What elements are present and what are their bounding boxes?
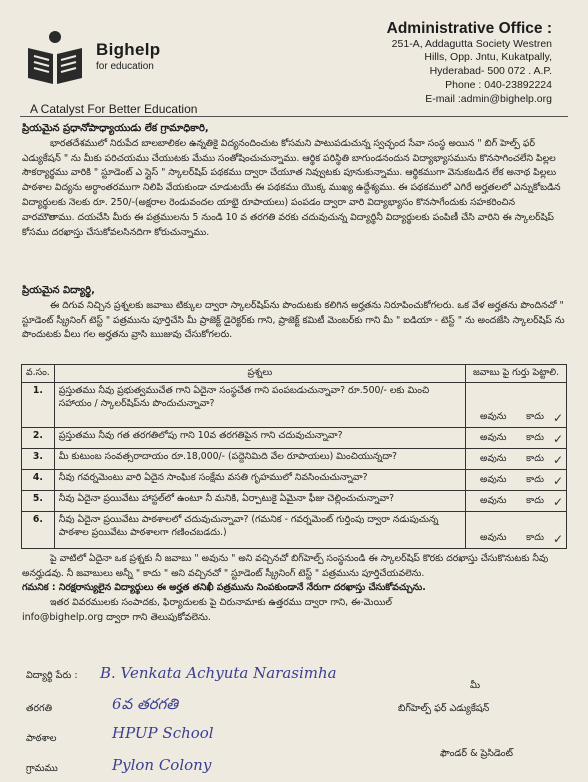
eligibility-table <box>21 364 567 549</box>
school-value[interactable]: HPUP School <box>112 724 214 742</box>
answer-yes[interactable]: అవును <box>480 453 507 464</box>
letter-paragraph-1: భారతదేశములో నిరుపేద బాలబాలికల ఉన్నతికై విద్యనందించుట కోసమని పాటుపడుచున్న స్వచ్ఛంద సేవా సంస్థ అయిన " బిగ్ హెల్ప్ ఫర్ ఎడ్యుకేషన్ " ను మీకు పరిచయము చేయుటకు మేము సంతోషించుచున్నాము. ఆర్థిక పరిస్థితి బాగుండనందున విద్యాభ్యాసమును కొనసాగించలేని పిల్లల సౌకర్యార్థము వారికి " స్టూడెంట్ ఎ స్లైస్ " స్కాలర్‌షిప్ పథకము ద్వారా చేయూత నివ్వుటకు పూనుకున్నాము. ఆర్థికముగా వెనుకబడిన లేక అనాథ పిల్లలు పాఠశాల విద్యను అర్ధాంతరముగా నిలిపి వేయకుండా చూడుటయే ఈ పథకము యొక్క ముఖ్య ఉద్దేశ్యము. ఈ పథకములో ఎగిరే అర్హతలలో ఎన్నుకోబడిన విద్యార్థులకు నెలకు రూ. 250/-(అక్షరాల రెండువందల యాభై రూపాయలు) పంపడం ద్వారా వారి విద్యాభ్యాసం కొనసాగేందుకు సహకరించిన వారమౌతాము. దయచేసి మీరు ఈ పత్రములను 5 నుండి 10 వ తరగతి వరకు చదువుచున్న విద్యార్థినీ విద్యార్థులకు పంపిణీ చేసి వారిని ఈ స్కాలర్‌షిప్ కోసము దరఖాస్తు చేసుకోవలసినదిగా కోరుచున్నాము. <box>22 137 561 238</box>
village-label: గ్రామము <box>26 763 58 774</box>
answer-no[interactable]: కాదు <box>526 474 544 485</box>
sign-mark: మీ <box>470 680 481 691</box>
header-divider <box>20 116 568 117</box>
check-mark-icon: ✓ <box>552 453 563 467</box>
table-row <box>22 491 567 512</box>
table-row <box>22 470 567 491</box>
class-label: తరగతి <box>26 703 52 714</box>
contact-email-line: info@bighelp.org ద్వారా గాని తెలుపుకోవలెను. <box>22 612 211 623</box>
header-questions: ప్రశ్నలు <box>54 365 465 383</box>
answer-cell[interactable] <box>466 512 567 549</box>
note-line: గమనిక : నిరక్షరాస్యులైన విద్యార్థులు ఈ అర్హత తనిఖీ పత్రమును నింపకుండానే నేరుగా దరఖాస్తు చేసుకోవచ్చును. <box>22 582 426 594</box>
office-phone: Phone : 040-23892224 <box>445 78 552 91</box>
answer-yes[interactable]: అవును <box>480 474 507 485</box>
answer-yes[interactable]: అవును <box>480 411 507 422</box>
answer-cell[interactable] <box>466 428 567 449</box>
answer-yes[interactable]: అవును <box>480 532 507 543</box>
check-mark-icon: ✓ <box>552 474 563 488</box>
row-number: 5. <box>22 491 55 512</box>
row-number: 2. <box>22 428 55 449</box>
question-text: నీవు గవర్నమెంటు వారి ఏదైన సాంఘిక సంక్షేమ వసతి గృహములో నివసించుచున్నావా? <box>54 470 465 491</box>
row-number: 3. <box>22 449 55 470</box>
check-mark-icon: ✓ <box>552 532 563 546</box>
table-row <box>22 428 567 449</box>
answer-yes[interactable]: అవును <box>480 495 507 506</box>
answer-no[interactable]: కాదు <box>526 432 544 443</box>
check-mark-icon: ✓ <box>552 432 563 446</box>
office-line: Hyderabad- 500 072 . A.P. <box>429 65 552 78</box>
office-line: 251-A, Addagutta Society Westren <box>391 37 552 50</box>
question-text: నీవు ఏదైనా ప్రయివేటు పాఠశాలలో చదువుచున్నావా? (గమనిక - గవర్నమెంట్ గుర్తింపు ద్వారా నడుపుచున్న పాఠశాల ప్రయివేటు పాఠశాలగా గణించబడదు.) <box>54 512 465 549</box>
office-title: Administrative Office : <box>386 20 552 37</box>
table-row <box>22 512 567 549</box>
question-text: నీవు ఏదైనా ప్రయివేటు హాస్టల్‌లో ఉంటూ నీ మనికి, ఏర్పాటుకై ఏమైనా ఫీజు చెల్లించుచున్నావా? <box>54 491 465 512</box>
header-answer: జవాబు పై గుర్తు పెట్టాలి. <box>466 365 567 383</box>
school-label: పాఠశాల <box>26 733 57 744</box>
office-line: Hills, Opp. Jntu, Kukatpally, <box>424 51 552 64</box>
question-text: ప్రస్తుతము నీవు ప్రభుత్వముచేత గాని ఏదైనా సంస్థచేత గాని పంపబడుచున్నావా? రూ.500/- లకు మించి సహాయం / స్కాలర్‌షిప్‌ను పొందుచున్నావా? <box>54 383 465 428</box>
row-number: 4. <box>22 470 55 491</box>
question-text: ప్రస్తుతము నీవు గత తరగతిలోపు గాని 10వ తరగతిపైన గాని చదువుచున్నావా? <box>54 428 465 449</box>
instructions-paragraph: పై వాటిలో ఏదైనా ఒక ప్రశ్నకు నీ జవాబు " అవును " అని వచ్చినచో బిగ్‌హెల్ప్ సంస్థనుండి ఈ స్కాలర్‌షిప్ కొరకు దరఖాస్తు చేసుకొనుటకు నీవు అనర్హుడవు. నీ జవాబులు అన్నీ " కాదు " అని వచ్చినచో " స్టూడెంట్ స్క్రీనింగ్ టెస్ట్ " పత్రమును పూర్తిచేయవలెను. <box>22 553 549 579</box>
founder-title: ఫౌండర్ & ప్రెసిడెంట్ <box>440 748 513 759</box>
answer-no[interactable]: కాదు <box>526 411 544 422</box>
tagline: A Catalyst For Better Education <box>30 102 198 116</box>
letter-paragraph-2: ఈ దిగువ నిచ్చిన ప్రశ్నలకు జవాబు టిక్కుల ద్వారా స్కాలర్‌షిప్‌ను పొందుటకు కలిగిన అర్హతను నిరూపించుకోగలరు. ఒక వేళ అర్హతను పొందినచో " స్టూడెంట్ స్క్రీనింగ్ టెస్ట్ " పత్రమును పూర్తిచేసి మీ ప్రాజెక్ట్ డైరెక్టర్‌కు గాని, ప్రాజెక్ట్ కమిటీ మెంబర్‌కు గాని మీ " ఐడియా - టెస్ట్ " ను అందజేసి స్కాలర్‌షిప్ ను పొందుటకు వీలు గల అర్హతను వ్రాసి ఋజువు చేసుకోగలరు. <box>22 299 565 341</box>
check-mark-icon: ✓ <box>552 495 563 509</box>
question-text: మీ కుటుంబ సంవత్సరాదాయం రూ.18,000/- (పద్దెనిమిది వేల రూపాయలు) మించియున్నదా? <box>54 449 465 470</box>
name-value[interactable]: B. Venkata Achyuta Narasimha <box>100 664 337 682</box>
table-header <box>22 365 567 383</box>
letter-part-2 <box>22 284 566 343</box>
answer-no[interactable]: కాదు <box>526 495 544 506</box>
answer-cell[interactable] <box>466 449 567 470</box>
table-row <box>22 449 567 470</box>
office-email: E-mail :admin@bighelp.org <box>425 92 552 105</box>
name-label: విద్యార్థి పేరు : <box>26 670 78 681</box>
office-address <box>322 22 552 106</box>
brand-sub: for education <box>96 61 154 72</box>
brand <box>96 40 160 72</box>
letter-part-1 <box>22 122 566 240</box>
answer-cell[interactable] <box>466 470 567 491</box>
organization-name: బిగ్‌హెల్ప్ ఫర్ ఎడ్యుకేషన్ <box>398 703 490 714</box>
answer-cell[interactable] <box>466 383 567 428</box>
salutation-headmaster: ప్రియమైన ప్రధానోపాధ్యాయుడు లేక గ్రామాధికారి, <box>22 123 209 134</box>
check-mark-icon: ✓ <box>552 411 563 425</box>
answer-no[interactable]: కాదు <box>526 453 544 464</box>
table-row <box>22 383 567 428</box>
instructions-block <box>22 552 566 610</box>
answer-no[interactable]: కాదు <box>526 532 544 543</box>
answer-yes[interactable]: అవును <box>480 432 507 443</box>
village-value[interactable]: Pylon Colony <box>112 756 212 774</box>
answer-cell[interactable] <box>466 491 567 512</box>
brand-name: Bighelp <box>96 40 161 59</box>
bighelp-logo <box>24 28 86 90</box>
class-value[interactable]: 6వ తరగతి <box>112 695 179 713</box>
contact-paragraph: ఇతర వివరములకు సంపాదకు, ఫిర్యాదులకు పై చిరునామాకు ఉత్తరము ద్వారా గాని, ఈ-మెయిల్ <box>50 596 393 608</box>
header-serial: వ.సం. <box>22 365 55 383</box>
row-number: 6. <box>22 512 55 549</box>
salutation-student: ప్రియమైన విద్యార్థి, <box>22 285 95 296</box>
row-number: 1. <box>22 383 55 428</box>
